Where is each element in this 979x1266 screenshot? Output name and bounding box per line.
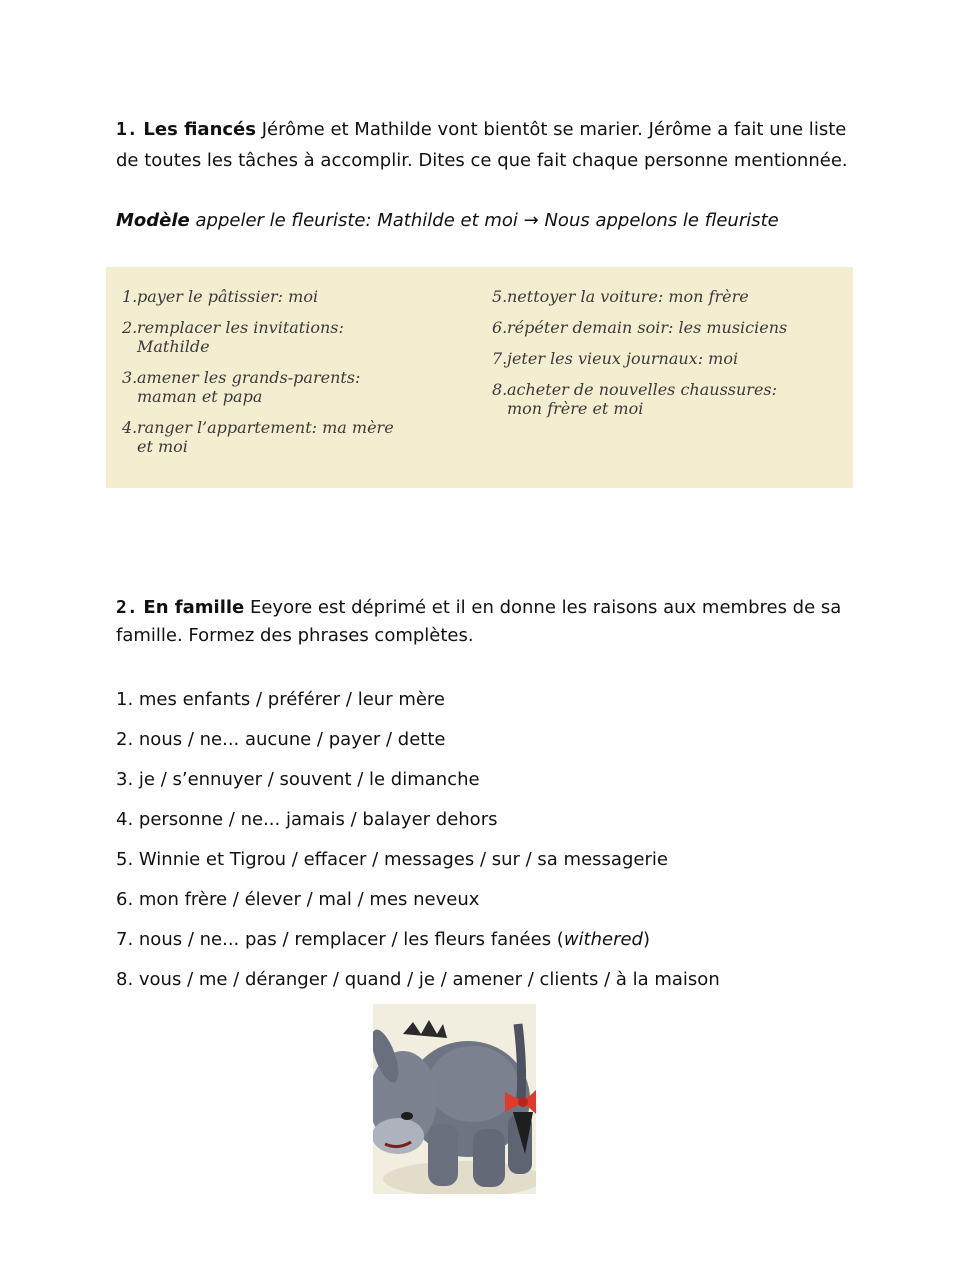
- task-item: [122, 368, 452, 406]
- exercise-1-title: Les fiancés: [143, 119, 256, 140]
- exercise-1-instructions: [116, 114, 866, 176]
- task-number: 7.: [492, 349, 508, 368]
- task-number: 5.: [492, 287, 508, 306]
- task-item: [492, 287, 842, 306]
- list-item: 1. mes enfants / préférer / leur mère: [116, 689, 446, 710]
- item-7-text: 7. nous / ne... pas / remplacer / les fleurs fanées (: [116, 929, 564, 950]
- task-item: [492, 349, 842, 368]
- exercise-2-instructions-text: Eeyore est déprimé et il en donne les raisons aux membres de sa famille. Formez des phrases complètes.: [116, 597, 842, 646]
- task-text: jeter les vieux journaux: moi: [507, 349, 739, 368]
- task-text: nettoyer la voiture: mon frère: [507, 287, 749, 306]
- task-list-box: [106, 267, 853, 488]
- eeyore-illustration: [373, 1004, 536, 1194]
- item-7-close: ): [642, 929, 651, 950]
- model-example: [116, 205, 866, 236]
- exercise-2-title: En famille: [143, 597, 245, 618]
- task-number: 6.: [492, 318, 508, 337]
- exercise-1-instructions-text: Jérôme et Mathilde vont bientôt se marier. Jérôme a fait une liste de toutes les tâches à accomplir. Dites ce que fait chaque personne mentionnée.: [116, 119, 848, 171]
- list-item: [116, 920, 720, 960]
- task-number: 2.: [122, 318, 138, 337]
- task-list-left: [122, 287, 452, 468]
- donkey-image: [373, 1004, 536, 1194]
- task-text: ranger l’appartement: ma mère et moi: [137, 418, 394, 456]
- task-item: [492, 380, 842, 418]
- task-number: 3.: [122, 368, 138, 387]
- item-7-gloss: withered: [563, 929, 643, 950]
- exercise-1-number: 1.: [116, 119, 138, 140]
- task-number: 1.: [122, 287, 138, 306]
- model-label: Modèle: [116, 210, 190, 231]
- exercise-2-number: 2.: [116, 597, 138, 618]
- sentence-prompt-list: [116, 680, 720, 1000]
- task-number: 4.: [122, 418, 138, 437]
- task-item: [122, 318, 452, 356]
- list-item: 8. vous / me / déranger / quand / je / amener / clients / à la maison: [116, 969, 720, 990]
- task-text: répéter demain soir: les musiciens: [507, 318, 788, 337]
- task-list-right: [492, 287, 842, 430]
- list-item: 5. Winnie et Tigrou / effacer / messages / sur / sa messagerie: [116, 849, 668, 870]
- task-number: 8.: [492, 380, 508, 399]
- list-item: 3. je / s’ennuyer / souvent / le dimanche: [116, 769, 480, 790]
- task-text: acheter de nouvelles chaussures: mon frère et moi: [507, 380, 778, 418]
- task-item: [492, 318, 842, 337]
- task-item: [122, 418, 452, 456]
- list-item: 6. mon frère / élever / mal / mes neveux: [116, 889, 480, 910]
- exercise-2-instructions: [116, 594, 866, 650]
- task-text: remplacer les invitations: Mathilde: [137, 318, 344, 356]
- model-answer: Nous appelons le fleuriste: [544, 210, 779, 231]
- list-item: 2. nous / ne... aucune / payer / dette: [116, 729, 446, 750]
- task-item: [122, 287, 452, 306]
- model-prompt: appeler le fleuriste: Mathilde et moi: [195, 210, 518, 231]
- list-item: 4. personne / ne... jamais / balayer dehors: [116, 809, 498, 830]
- model-arrow: →: [523, 210, 539, 231]
- task-text: payer le pâtissier: moi: [137, 287, 319, 306]
- task-text: amener les grands-parents: maman et papa: [137, 368, 361, 406]
